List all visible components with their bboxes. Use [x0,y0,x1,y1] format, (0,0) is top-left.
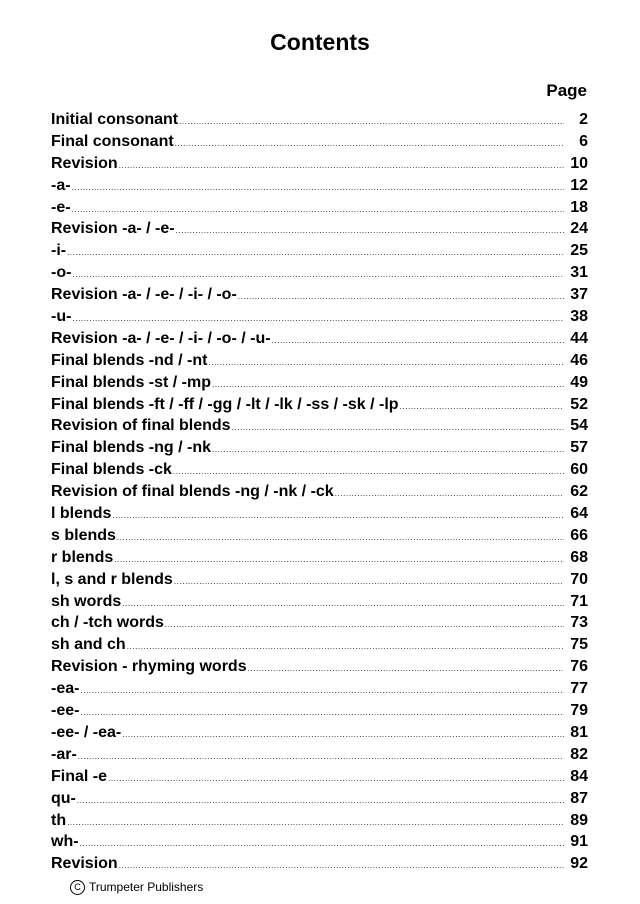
toc-entry-page-number: 71 [570,592,588,610]
dot-leader [72,314,564,324]
toc-entry-page-number: 12 [570,176,588,194]
toc-entry-label: l, s and r blends [51,570,173,588]
toc-entry-page-number: 60 [570,461,588,479]
toc-entry-label: ch / -tch words [51,614,164,632]
dot-leader [174,577,564,587]
dot-leader [117,533,564,543]
toc-entry-page-number: 6 [579,132,588,150]
dot-leader [212,380,564,390]
dot-leader [119,861,564,871]
toc-entry-label: l blends [51,505,112,523]
toc-entry-page-number: 89 [570,811,588,829]
toc-entry-page-number: 18 [570,198,588,216]
table-of-contents [51,109,588,875]
toc-entry-label: Revision - rhyming words [51,658,247,676]
dot-leader [173,467,564,477]
toc-entry-label: th [51,811,67,829]
toc-entry [51,131,588,153]
toc-entry-label: -u- [51,308,72,326]
dot-leader [80,839,564,849]
dot-leader [108,774,564,784]
dot-leader [80,686,564,696]
toc-entry-label: Revision [51,855,118,873]
publisher-name: Trumpeter Publishers [89,880,204,894]
toc-entry [51,744,588,766]
toc-entry-label: -a- [51,176,71,194]
dot-leader [122,730,564,740]
toc-entry [51,481,588,503]
toc-entry [51,591,588,613]
toc-entry-page-number: 92 [570,855,588,873]
dot-leader [400,402,564,412]
toc-entry-label: s blends [51,526,116,544]
toc-entry-label: Revision -a- / -e- / -i- / -o- [51,286,237,304]
dot-leader [80,708,564,718]
copyright-icon: C [70,880,85,895]
toc-entry-page-number: 79 [570,702,588,720]
dot-leader [77,796,564,806]
toc-entry-label: Final blends -st / -mp [51,373,212,391]
toc-entry-page-number: 82 [570,745,588,763]
toc-entry-label: -ee- [51,702,80,720]
toc-entry-page-number: 73 [570,614,588,632]
toc-entry [51,394,588,416]
toc-entry [51,831,588,853]
toc-entry-label: sh words [51,592,122,610]
dot-leader [72,270,564,280]
toc-entry [51,853,588,875]
toc-entry-label: Revision of final blends -ng / -nk / -ck [51,483,334,501]
toc-entry-page-number: 24 [570,220,588,238]
toc-entry [51,350,588,372]
toc-entry [51,459,588,481]
toc-entry-page-number: 64 [570,505,588,523]
toc-entry-label: Final -e [51,767,108,785]
toc-entry-label: -e- [51,198,71,216]
toc-entry [51,218,588,240]
toc-entry-page-number: 10 [570,154,588,172]
toc-entry [51,525,588,547]
toc-entry-page-number: 52 [570,395,588,413]
dot-leader [114,555,564,565]
dot-leader [67,818,564,828]
dot-leader [208,358,564,368]
dot-leader [232,423,564,433]
dot-leader [78,752,564,762]
toc-entry [51,678,588,700]
dot-leader [112,511,564,521]
toc-entry-label: Final consonant [51,132,174,150]
toc-entry-page-number: 81 [570,723,588,741]
toc-entry [51,569,588,591]
toc-entry [51,306,588,328]
toc-entry [51,547,588,569]
toc-entry-page-number: 54 [570,417,588,435]
toc-entry [51,109,588,131]
toc-entry [51,810,588,832]
toc-entry [51,766,588,788]
toc-entry [51,700,588,722]
dot-leader [175,139,564,149]
toc-entry [51,240,588,262]
toc-entry [51,328,588,350]
dot-leader [238,292,564,302]
dot-leader [72,205,564,215]
footer [70,879,203,895]
toc-entry-label: Final blends -nd / -nt [51,351,208,369]
toc-entry-page-number: 76 [570,658,588,676]
toc-entry [51,722,588,744]
toc-entry-label: -o- [51,264,72,282]
toc-entry-label: wh- [51,833,79,851]
page-title: Contents [270,29,370,55]
toc-entry [51,415,588,437]
toc-entry [51,788,588,810]
dot-leader [165,620,564,630]
toc-entry-label: Final blends -ng / -nk [51,439,211,457]
toc-entry-page-number: 68 [570,548,588,566]
dot-leader [335,489,564,499]
toc-entry [51,175,588,197]
toc-entry [51,372,588,394]
toc-entry [51,503,588,525]
toc-entry-page-number: 87 [570,789,588,807]
toc-entry [51,262,588,284]
toc-entry-label: Final blends -ft / -ff / -gg / -lt / -lk / -ss / -sk / -lp [51,395,399,413]
toc-entry-label: qu- [51,789,76,807]
toc-entry-label: -i- [51,242,67,260]
toc-entry-label: Revision -a- / -e- [51,220,175,238]
toc-entry-page-number: 31 [570,264,588,282]
dot-leader [272,336,564,346]
dot-leader [176,226,564,236]
toc-entry-label: Revision -a- / -e- / -i- / -o- / -u- [51,329,271,347]
dot-leader [248,664,564,674]
toc-entry-page-number: 37 [570,286,588,304]
page-column-heading: Page [546,81,587,100]
toc-entry-label: Initial consonant [51,111,179,128]
toc-entry-label: r blends [51,548,114,566]
dot-leader [212,445,564,455]
toc-entry-page-number: 44 [570,329,588,347]
toc-entry-page-number: 2 [579,111,588,128]
toc-entry-page-number: 66 [570,526,588,544]
dot-leader [179,117,564,127]
dot-leader [127,642,564,652]
toc-entry [51,437,588,459]
dot-leader [67,248,564,258]
toc-entry-label: Revision [51,154,118,172]
toc-entry [51,153,588,175]
toc-entry [51,197,588,219]
toc-entry-page-number: 84 [570,767,588,785]
toc-entry-page-number: 38 [570,308,588,326]
toc-entry-page-number: 75 [570,636,588,654]
dot-leader [122,599,564,609]
toc-entry-page-number: 25 [570,242,588,260]
toc-entry-page-number: 49 [570,373,588,391]
toc-entry-page-number: 62 [570,483,588,501]
toc-entry-page-number: 46 [570,351,588,369]
toc-entry-label: -ea- [51,680,80,698]
toc-entry-label: -ar- [51,745,77,763]
toc-entry-page-number: 57 [570,439,588,457]
toc-entry-label: Final blends -ck [51,461,172,479]
toc-entry [51,656,588,678]
toc-entry-label: Revision of final blends [51,417,231,435]
toc-entry-page-number: 77 [570,680,588,698]
toc-entry [51,284,588,306]
toc-entry-label: sh and ch [51,636,126,654]
toc-entry [51,612,588,634]
toc-entry-page-number: 70 [570,570,588,588]
toc-entry [51,634,588,656]
toc-entry-label: -ee- / -ea- [51,723,122,741]
toc-entry-page-number: 91 [570,833,588,851]
dot-leader [72,183,564,193]
dot-leader [119,161,564,171]
